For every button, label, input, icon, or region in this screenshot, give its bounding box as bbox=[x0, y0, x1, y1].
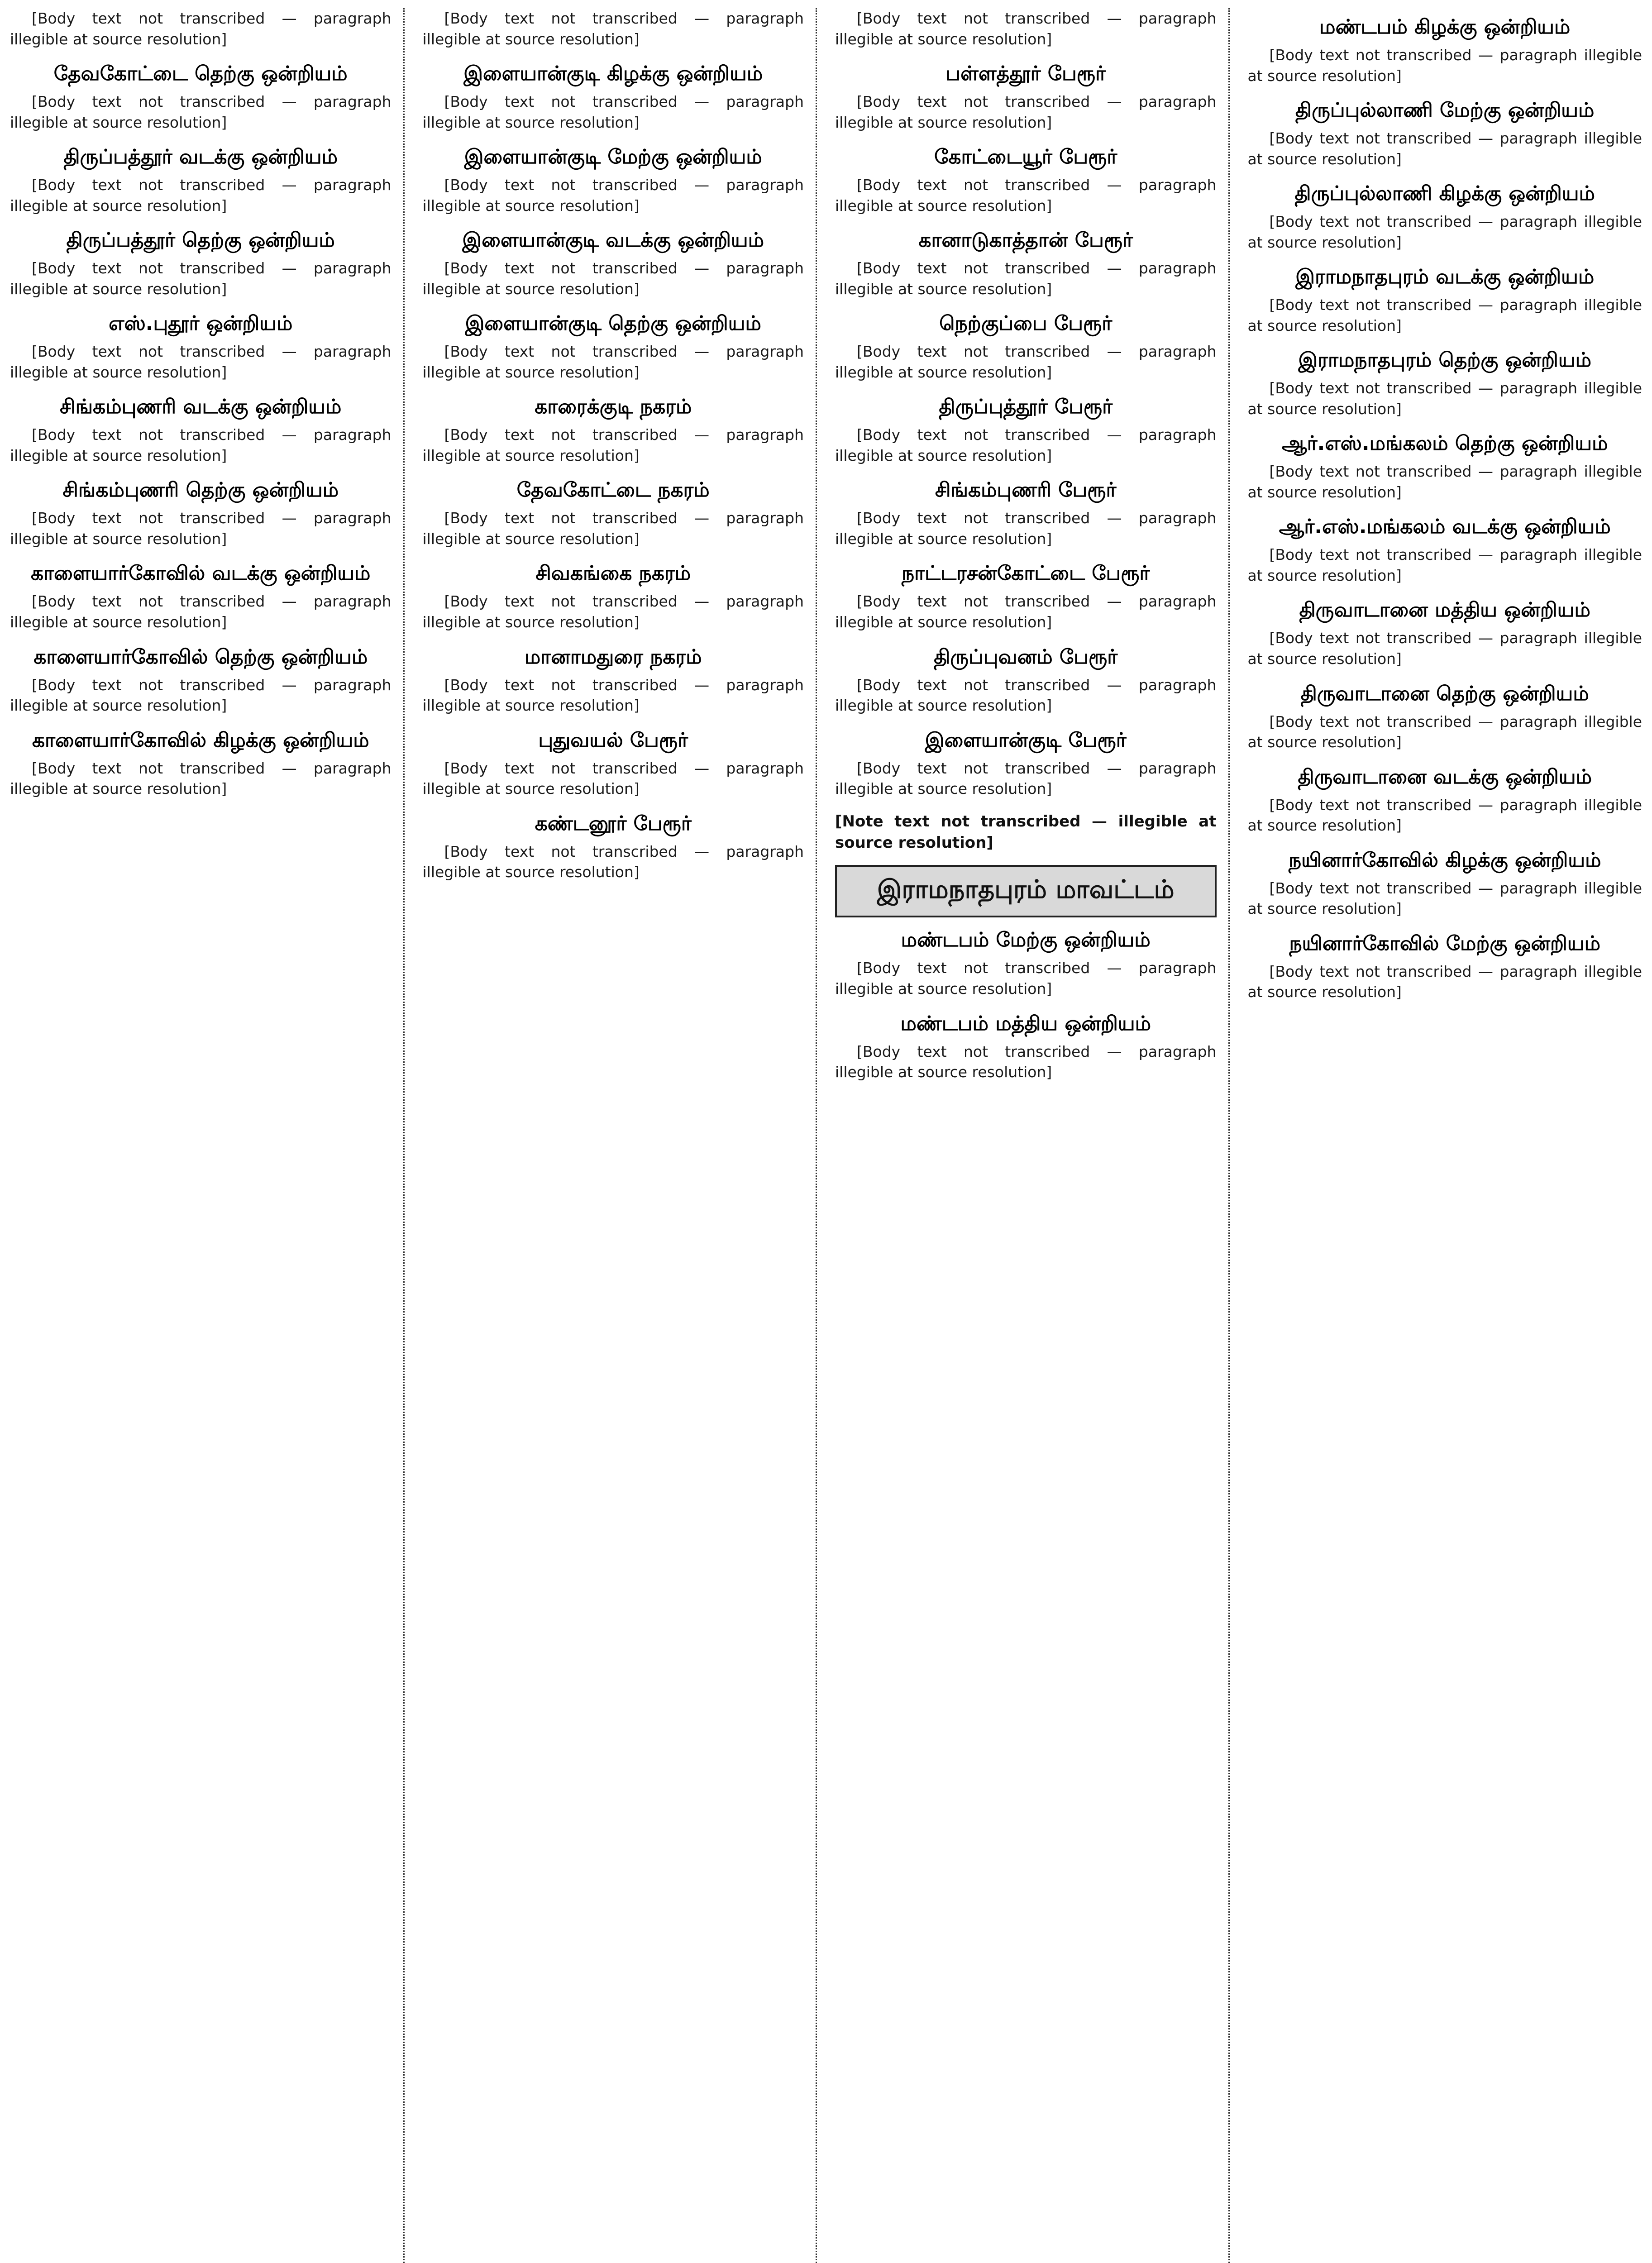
section bbox=[835, 927, 1217, 999]
section-paragraph: [Body text not transcribed — paragraph illegible at source resolution] bbox=[422, 176, 804, 215]
section-heading: பள்ளத்தூர் பேரூர் bbox=[945, 62, 1106, 86]
column-2 bbox=[423, 8, 817, 2263]
section-heading: காளையார்கோவில் தெற்கு ஒன்றியம் bbox=[33, 645, 368, 668]
section-heading: புதுவயல் பேரூர் bbox=[538, 728, 688, 752]
section bbox=[423, 228, 804, 299]
section-paragraph: [Body text not transcribed — paragraph illegible at source resolution] bbox=[10, 509, 392, 548]
section bbox=[1248, 14, 1642, 86]
section-heading: திருப்புல்லாணி கிழக்கு ஒன்றியம் bbox=[1294, 182, 1595, 205]
section-paragraph: [Body text not transcribed — paragraph illegible at source resolution] bbox=[835, 426, 1217, 464]
section bbox=[1248, 848, 1642, 919]
section-heading: திருப்பத்தூர் தெற்கு ஒன்றியம் bbox=[66, 229, 335, 252]
section-paragraph: [Body text not transcribed — paragraph illegible at source resolution] bbox=[1247, 546, 1642, 584]
section-paragraph: [Body text not transcribed — paragraph illegible at source resolution] bbox=[10, 10, 392, 48]
section-paragraph: [Body text not transcribed — paragraph illegible at source resolution] bbox=[10, 343, 392, 381]
section-paragraph: [Body text not transcribed — paragraph illegible at source resolution] bbox=[422, 426, 804, 464]
section-paragraph: [Body text not transcribed — paragraph illegible at source resolution] bbox=[835, 93, 1217, 131]
section-paragraph: [Body text not transcribed — paragraph illegible at source resolution] bbox=[10, 759, 392, 798]
section bbox=[423, 728, 804, 799]
section-paragraph: [Body text not transcribed — paragraph illegible at source resolution] bbox=[835, 592, 1217, 631]
section-heading: மண்டபம் மேற்கு ஒன்றியம் bbox=[901, 928, 1151, 952]
section-heading: நயினார்கோவில் கிழக்கு ஒன்றியம் bbox=[1288, 848, 1601, 872]
section-heading: நெற்குப்பை பேரூர் bbox=[939, 312, 1112, 335]
section bbox=[423, 811, 804, 883]
section bbox=[835, 728, 1217, 799]
section-heading: இளையான்குடி தெற்கு ஒன்றியம் bbox=[465, 312, 761, 335]
section bbox=[10, 561, 392, 632]
section bbox=[10, 144, 392, 216]
column-3 bbox=[835, 8, 1230, 2263]
section bbox=[423, 8, 804, 49]
section-heading: சிவகங்கை நகரம் bbox=[535, 562, 691, 585]
section-paragraph: [Body text not transcribed — paragraph illegible at source resolution] bbox=[835, 259, 1217, 298]
section-heading: கானாடுகாத்தான் பேரூர் bbox=[918, 229, 1133, 252]
section bbox=[423, 645, 804, 716]
section bbox=[1248, 98, 1642, 169]
column-1 bbox=[10, 8, 405, 2263]
section-heading: மானாமதுரை நகரம் bbox=[524, 645, 702, 668]
section-paragraph: [Body text not transcribed — paragraph illegible at source resolution] bbox=[10, 93, 392, 131]
section-heading: இளையான்குடி பேரூர் bbox=[925, 728, 1127, 752]
section-paragraph: [Body text not transcribed — paragraph illegible at source resolution] bbox=[422, 592, 804, 631]
section-paragraph: [Body text not transcribed — paragraph illegible at source resolution] bbox=[835, 10, 1217, 48]
section-heading: இராமநாதபுரம் வடக்கு ஒன்றியம் bbox=[1295, 265, 1595, 289]
section-heading: இளையான்குடி கிழக்கு ஒன்றியம் bbox=[463, 62, 763, 86]
section bbox=[10, 8, 392, 49]
section-paragraph: [Body text not transcribed — paragraph illegible at source resolution] bbox=[1247, 46, 1642, 85]
section-heading: சிங்கம்புணரி தெற்கு ஒன்றியம் bbox=[62, 478, 339, 502]
section-paragraph: [Body text not transcribed — paragraph illegible at source resolution] bbox=[1247, 712, 1642, 751]
section bbox=[835, 645, 1217, 716]
section-paragraph: [Body text not transcribed — paragraph illegible at source resolution] bbox=[1247, 629, 1642, 668]
section-heading: திருப்புல்லாணி மேற்கு ஒன்றியம் bbox=[1295, 99, 1595, 122]
section-heading: திருவாடானை வடக்கு ஒன்றியம் bbox=[1298, 765, 1592, 788]
section-heading: கண்டனூர் பேரூர் bbox=[535, 812, 692, 835]
section bbox=[423, 144, 804, 216]
column-4 bbox=[1248, 8, 1642, 2263]
section bbox=[10, 228, 392, 299]
section bbox=[1248, 431, 1642, 502]
section-heading: திருப்புவனம் பேரூர் bbox=[934, 645, 1118, 668]
section-paragraph: [Body text not transcribed — paragraph illegible at source resolution] bbox=[422, 343, 804, 381]
section-paragraph: [Body text not transcribed — paragraph illegible at source resolution] bbox=[422, 10, 804, 48]
section-heading: இளையான்குடி மேற்கு ஒன்றியம் bbox=[464, 145, 762, 169]
section-heading: ஆர்.எஸ்.மங்கலம் வடக்கு ஒன்றியம் bbox=[1279, 515, 1611, 539]
section-heading: சிங்கம்புணரி வடக்கு ஒன்றியம் bbox=[60, 395, 342, 419]
section-heading: மண்டபம் கிழக்கு ஒன்றியம் bbox=[1319, 15, 1571, 38]
section-paragraph: [Body text not transcribed — paragraph illegible at source resolution] bbox=[422, 759, 804, 798]
section-heading: இராமநாதபுரம் தெற்கு ஒன்றியம் bbox=[1298, 349, 1592, 372]
section-heading: கோட்டையூர் பேரூர் bbox=[934, 145, 1117, 169]
section-heading: நாட்டரசன்கோட்டை பேரூர் bbox=[901, 562, 1150, 585]
section bbox=[10, 477, 392, 549]
section bbox=[423, 61, 804, 133]
section bbox=[835, 394, 1217, 466]
section-heading: திருப்பத்தூர் வடக்கு ஒன்றியம் bbox=[63, 145, 338, 169]
section-paragraph: [Body text not transcribed — paragraph illegible at source resolution] bbox=[422, 676, 804, 715]
section bbox=[835, 144, 1217, 216]
section-paragraph: [Body text not transcribed — paragraph illegible at source resolution] bbox=[10, 426, 392, 464]
section-heading: மண்டபம் மத்திய ஒன்றியம் bbox=[900, 1012, 1151, 1035]
section-heading: திருவாடானை தெற்கு ஒன்றியம் bbox=[1300, 682, 1589, 705]
section-heading: இளையான்குடி வடக்கு ஒன்றியம் bbox=[462, 229, 764, 252]
section-heading: சிங்கம்புணரி பேரூர் bbox=[935, 478, 1117, 502]
section bbox=[1248, 764, 1642, 836]
section-paragraph: [Body text not transcribed — paragraph illegible at source resolution] bbox=[422, 93, 804, 131]
section bbox=[835, 1011, 1217, 1083]
section-paragraph: [Body text not transcribed — paragraph illegible at source resolution] bbox=[422, 842, 804, 881]
section-heading: திருவாடானை மத்திய ஒன்றியம் bbox=[1299, 598, 1590, 622]
section-heading: எஸ்.புதூர் ஒன்றியம் bbox=[109, 312, 293, 335]
section-paragraph: [Body text not transcribed — paragraph illegible at source resolution] bbox=[835, 676, 1217, 715]
section-paragraph: [Body text not transcribed — paragraph illegible at source resolution] bbox=[422, 509, 804, 548]
section-paragraph: [Body text not transcribed — paragraph illegible at source resolution] bbox=[1247, 463, 1642, 501]
section-paragraph: [Body text not transcribed — paragraph illegible at source resolution] bbox=[835, 1042, 1217, 1081]
section bbox=[835, 228, 1217, 299]
section bbox=[835, 8, 1217, 49]
section-paragraph: [Body text not transcribed — paragraph illegible at source resolution] bbox=[10, 592, 392, 631]
section-paragraph: [Body text not transcribed — paragraph illegible at source resolution] bbox=[1247, 379, 1642, 418]
section-heading: காளையார்கோவில் கிழக்கு ஒன்றியம் bbox=[32, 728, 369, 752]
section-heading: நயினார்கோவில் மேற்கு ஒன்றியம் bbox=[1289, 931, 1601, 955]
section-paragraph: [Body text not transcribed — paragraph illegible at source resolution] bbox=[10, 259, 392, 298]
section bbox=[835, 61, 1217, 133]
note-text: [Note text not transcribed — illegible at source resolution] bbox=[835, 812, 1217, 852]
section bbox=[423, 394, 804, 466]
section bbox=[10, 394, 392, 466]
section bbox=[1248, 181, 1642, 253]
section bbox=[1248, 931, 1642, 1003]
section bbox=[835, 561, 1217, 632]
section-paragraph: [Body text not transcribed — paragraph illegible at source resolution] bbox=[422, 259, 804, 298]
section-paragraph: [Body text not transcribed — paragraph illegible at source resolution] bbox=[1247, 296, 1642, 334]
section-paragraph: [Body text not transcribed — paragraph illegible at source resolution] bbox=[10, 176, 392, 215]
section bbox=[835, 311, 1217, 382]
section-paragraph: [Body text not transcribed — paragraph illegible at source resolution] bbox=[835, 759, 1217, 798]
section bbox=[423, 477, 804, 549]
section bbox=[10, 728, 392, 799]
section bbox=[1248, 681, 1642, 753]
section-heading: காரைக்குடி நகரம் bbox=[535, 395, 692, 419]
section-heading: காளையார்கோவில் வடக்கு ஒன்றியம் bbox=[31, 562, 371, 585]
section bbox=[423, 561, 804, 632]
section-heading: தேவகோட்டை நகரம் bbox=[516, 478, 710, 502]
section-paragraph: [Body text not transcribed — paragraph illegible at source resolution] bbox=[835, 509, 1217, 548]
section bbox=[1248, 348, 1642, 419]
section-paragraph: [Body text not transcribed — paragraph illegible at source resolution] bbox=[10, 676, 392, 715]
section-paragraph: [Body text not transcribed — paragraph illegible at source resolution] bbox=[835, 343, 1217, 381]
section-paragraph: [Body text not transcribed — paragraph illegible at source resolution] bbox=[1247, 129, 1642, 168]
section bbox=[423, 311, 804, 382]
section-paragraph: [Body text not transcribed — paragraph illegible at source resolution] bbox=[835, 176, 1217, 215]
section-heading: தேவகோட்டை தெற்கு ஒன்றியம் bbox=[53, 62, 348, 86]
section-paragraph: [Body text not transcribed — paragraph illegible at source resolution] bbox=[1247, 879, 1642, 918]
section-heading: திருப்புத்தூர் பேரூர் bbox=[939, 395, 1113, 419]
section-paragraph: [Body text not transcribed — paragraph illegible at source resolution] bbox=[1247, 796, 1642, 835]
section bbox=[10, 61, 392, 133]
district-banner: இராமநாதபுரம் மாவட்டம் bbox=[835, 865, 1217, 917]
section-paragraph: [Body text not transcribed — paragraph illegible at source resolution] bbox=[1247, 213, 1642, 251]
section-paragraph: [Body text not transcribed — paragraph illegible at source resolution] bbox=[1247, 962, 1642, 1001]
section bbox=[10, 311, 392, 382]
section bbox=[1248, 597, 1642, 669]
section-paragraph: [Body text not transcribed — paragraph illegible at source resolution] bbox=[835, 959, 1217, 998]
section bbox=[10, 645, 392, 716]
section bbox=[835, 477, 1217, 549]
section bbox=[1248, 264, 1642, 336]
section bbox=[1248, 514, 1642, 586]
section-heading: ஆர்.எஸ்.மங்கலம் தெற்கு ஒன்றியம் bbox=[1281, 432, 1608, 455]
